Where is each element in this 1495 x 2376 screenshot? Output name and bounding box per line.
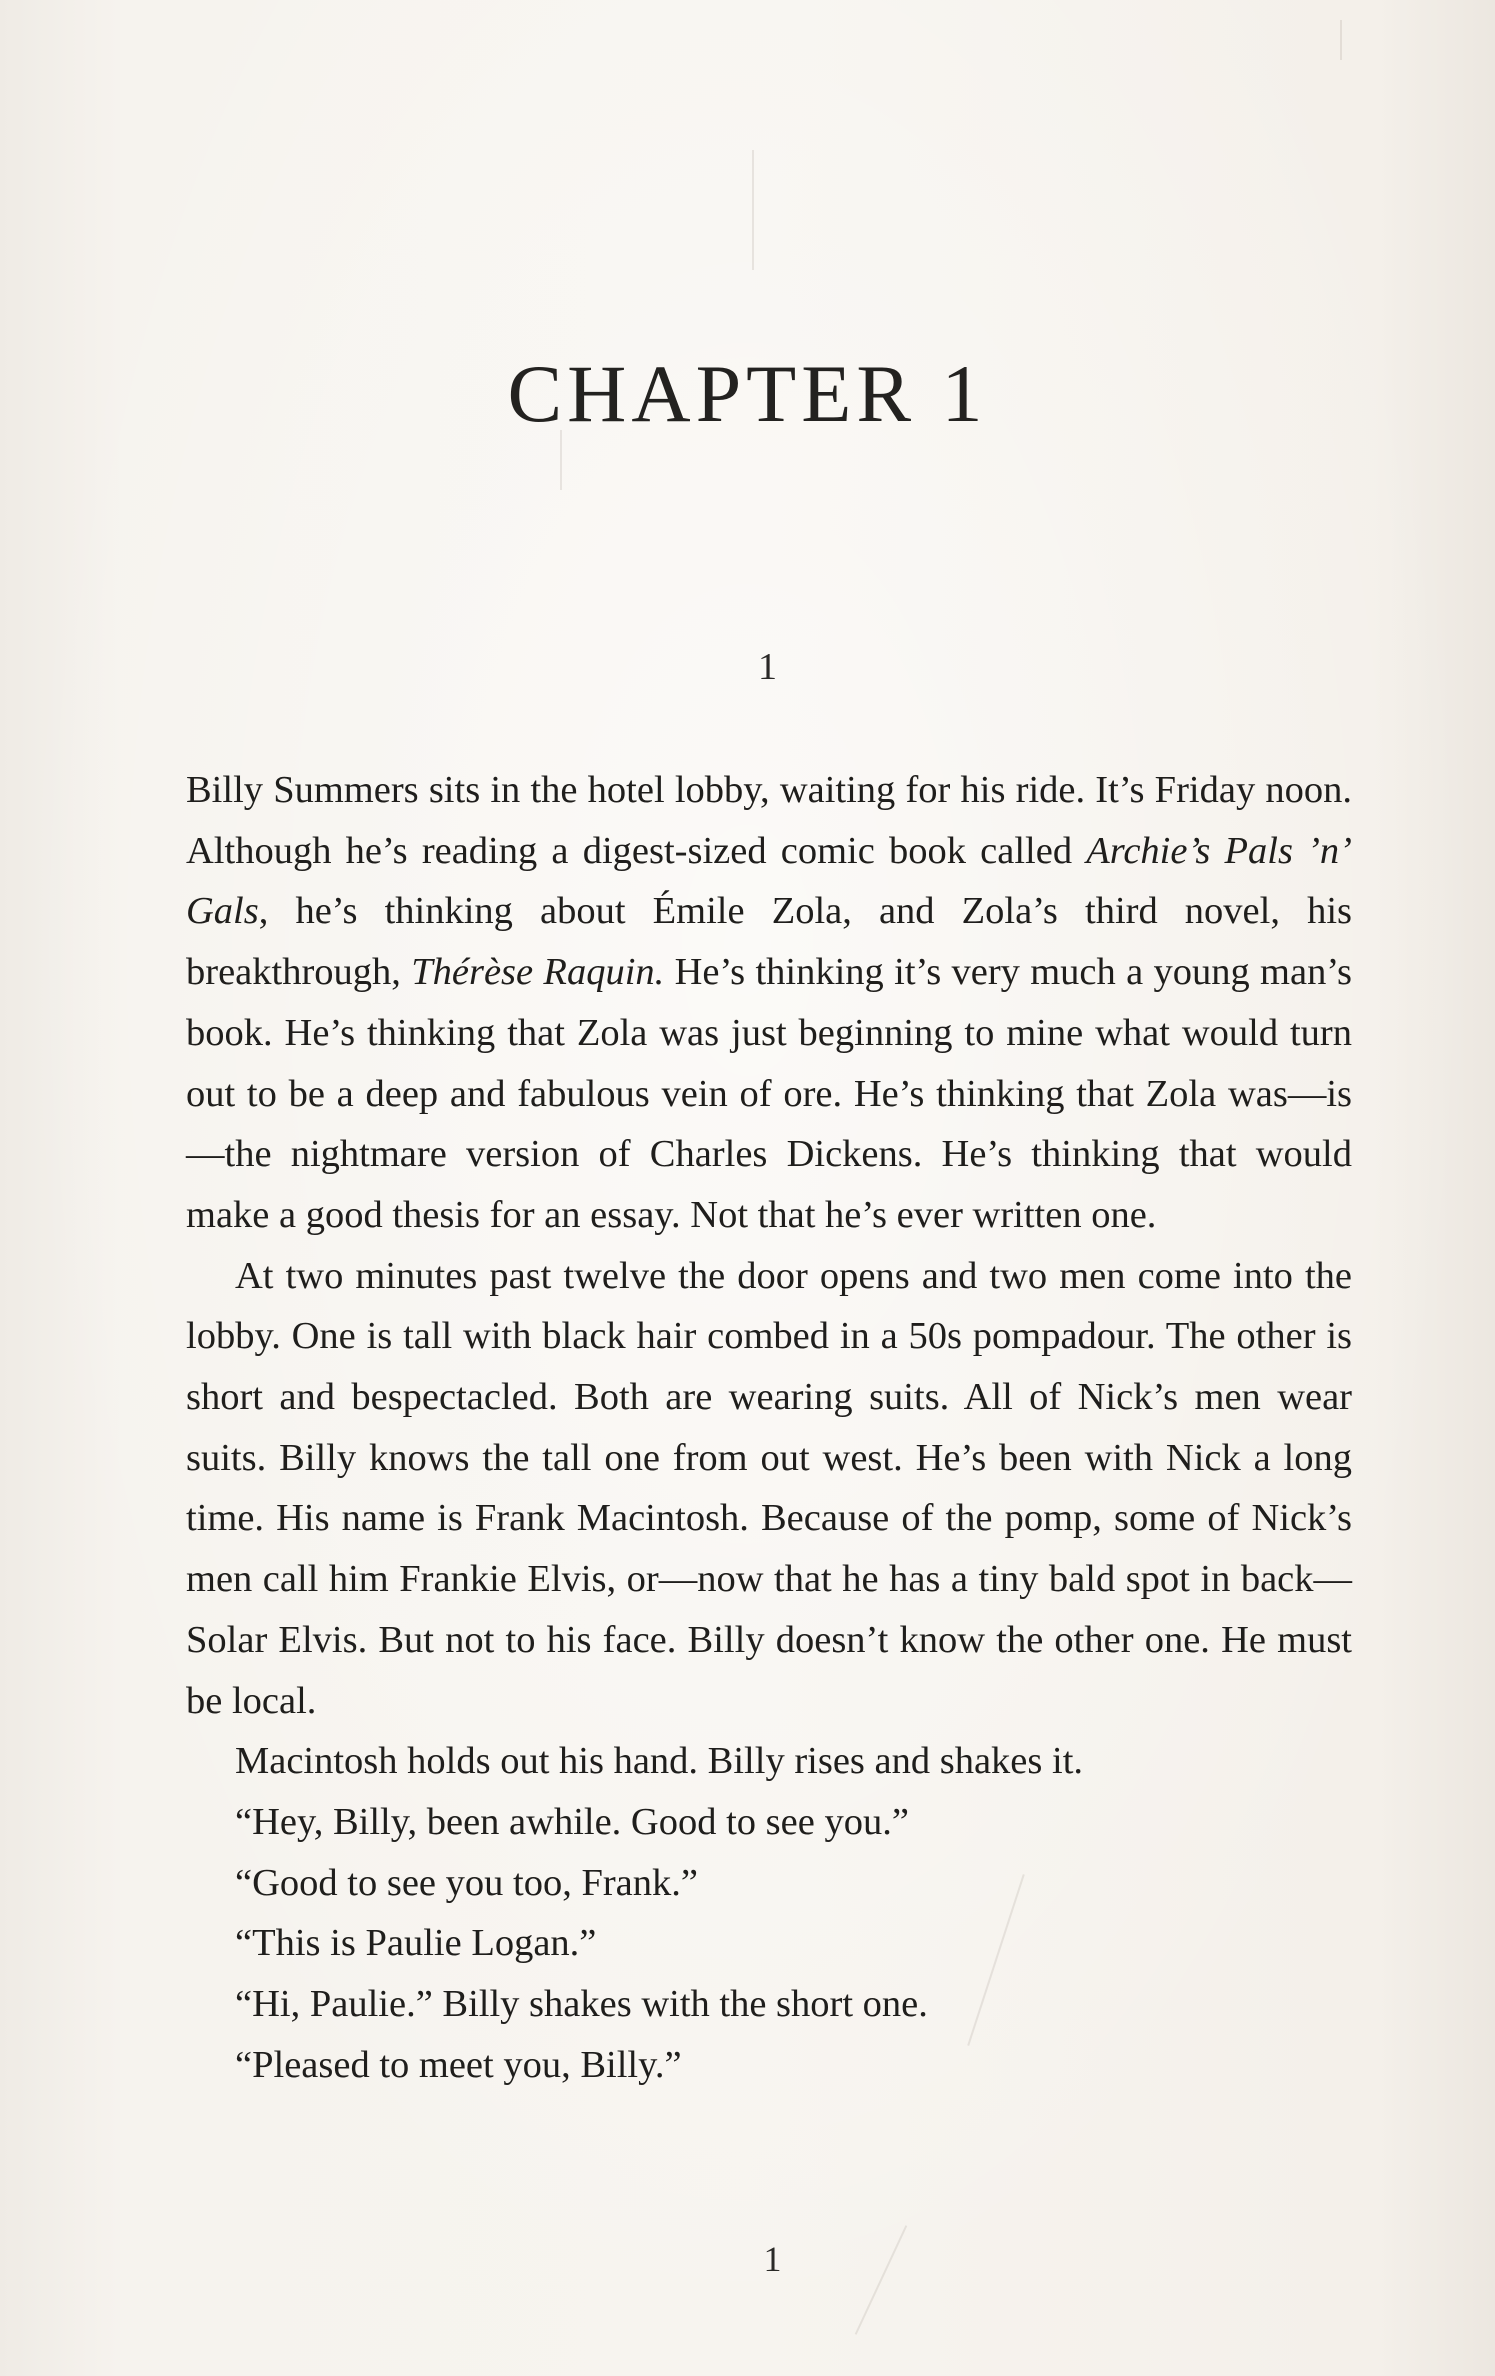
page-number: 1 xyxy=(763,2239,782,2279)
paragraph-3: Macintosh holds out his hand. Billy rises and shakes it. xyxy=(235,1740,1084,1783)
dialogue-line: “Hi, Paulie.” Billy shakes with the short one. xyxy=(235,1983,928,2026)
paper-streak xyxy=(752,150,754,270)
paragraph-1-text: Billy Summers sits in the hotel lobby, waiting for his ride. It’s Friday noon. Although he’s reading a digest-sized comic book called xyxy=(186,769,1352,872)
novel-title: Thérèse Raquin. xyxy=(411,951,665,994)
comic-title: Archie’s Pals ’n’ Gals xyxy=(186,829,1352,933)
paragraph-2: At two minutes past twelve the door opens and two men come into the lobby. One is tall with black hair combed in a 50s pompadour. The other is short and bespectacled. Both are wearing suits. All of Nick’s men wear suits. Billy knows the tall one from out west. He’s been with Nick a long time. His name is Frank Macintosh. Because of the pomp, some of Nick’s men call him Frankie Elvis, or—now that he has a tiny bald spot in back—Solar Elvis. But not to his face. Billy doesn’t know the other one. He must be local. xyxy=(186,1254,1352,1722)
dialogue-line: “Good to see you too, Frank.” xyxy=(235,1861,698,1904)
body-text xyxy=(186,760,1352,2095)
dialogue-line: “Pleased to meet you, Billy.” xyxy=(235,2043,682,2086)
chapter-title: CHAPTER 1 xyxy=(507,347,988,439)
section-number: 1 xyxy=(758,646,777,688)
dialogue-line: “Hey, Billy, been awhile. Good to see you.” xyxy=(235,1800,909,1843)
paragraph-1 xyxy=(186,760,1352,1246)
paragraph-1-text: , he’s thinking about Émile Zola, and Zola’s third novel, his breakthrough, xyxy=(186,890,1352,994)
paper-streak xyxy=(1340,20,1342,60)
dialogue-line: “This is Paulie Logan.” xyxy=(235,1922,597,1965)
paragraph-1-text: He’s thinking it’s very much a young man’s book. He’s thinking that Zola was just beginning to mine what would turn out to be a deep and fabulous vein of ore. He’s thinking that Zola was—is—the nightmare version of Charles Dickens. He’s thinking that would make a good thesis for an essay. Not that he’s ever written one. xyxy=(186,951,1353,1236)
